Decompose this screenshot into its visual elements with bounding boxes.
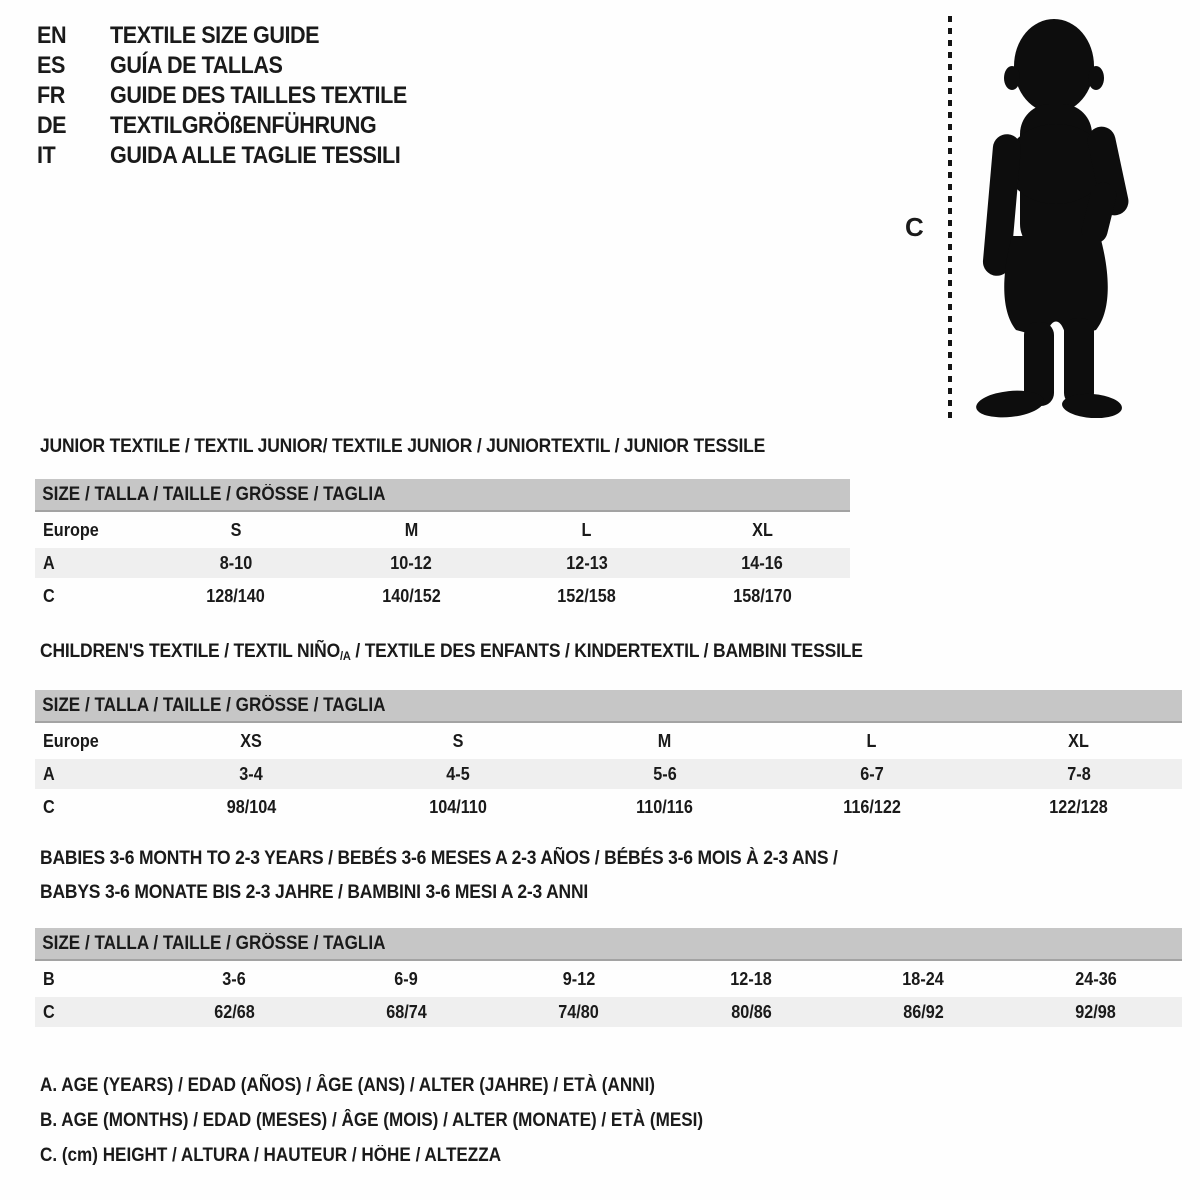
lang-code: DE	[37, 112, 67, 139]
cell: M	[658, 730, 672, 751]
legend-line-a: A. AGE (YEARS) / EDAD (AÑOS) / ÂGE (ANS) / ALTER (JAHRE) / ETÀ (ANNI)	[40, 1074, 655, 1096]
cell: M	[404, 519, 418, 540]
cell: XL	[751, 519, 773, 540]
babies-section-heading-line2: BABYS 3-6 MONATE BIS 2-3 JAHRE / BAMBINI 3-6 MESI A 2-3 ANNI	[40, 882, 589, 903]
row-label: A	[43, 552, 55, 573]
cell: 12-18	[730, 968, 772, 989]
table-row-age-years	[35, 759, 1182, 789]
table-row-height	[35, 581, 850, 611]
cell: 104/110	[429, 796, 488, 817]
table-row-height	[35, 997, 1182, 1027]
cell: 3-4	[239, 763, 264, 784]
lang-code: EN	[37, 22, 67, 49]
children-heading-subscript: /A	[339, 649, 351, 663]
junior-size-table	[35, 479, 850, 611]
table-row-height	[35, 792, 1182, 822]
lang-title: TEXTILE SIZE GUIDE	[110, 22, 320, 49]
cell: 9-12	[562, 968, 596, 989]
cell: 10-12	[390, 552, 432, 573]
cell: 5-6	[653, 763, 677, 784]
lang-title: GUIDE DES TAILLES TEXTILE	[110, 82, 407, 109]
lang-row-es	[37, 51, 440, 81]
cell: 74/80	[558, 1001, 600, 1022]
lang-row-en	[37, 21, 440, 51]
legend-line-b: B. AGE (MONTHS) / EDAD (MESES) / ÂGE (MOIS) / ALTER (MONATE) / ETÀ (MESI)	[40, 1109, 704, 1131]
cell: 14-16	[741, 552, 783, 573]
cell: 68/74	[386, 1001, 427, 1022]
lang-title: GUIDA ALLE TAGLIE TESSILI	[110, 142, 401, 169]
table-row-age-years	[35, 548, 850, 578]
cell: 6-9	[394, 968, 419, 989]
row-label: Europe	[43, 730, 99, 751]
row-label: Europe	[43, 519, 99, 540]
table-row-age-months	[35, 964, 1182, 994]
measure-legend	[40, 1068, 777, 1173]
table-row-europe	[35, 515, 850, 545]
cell: XS	[240, 730, 263, 751]
cell: 80/86	[730, 1001, 772, 1022]
children-section-heading	[40, 641, 863, 663]
junior-section-heading: JUNIOR TEXTILE / TEXTIL JUNIOR/ TEXTILE JUNIOR / JUNIORTEXTIL / JUNIOR TESSILE	[40, 436, 766, 457]
babies-size-header-bar	[35, 928, 1182, 961]
lang-row-de	[37, 111, 440, 141]
cell: 92/98	[1075, 1001, 1117, 1022]
language-title-list	[37, 21, 440, 171]
children-size-table	[35, 690, 1182, 822]
row-label: C	[43, 585, 55, 606]
row-label: A	[43, 763, 55, 784]
cell: 140/152	[381, 585, 441, 606]
cell: 4-5	[446, 763, 470, 784]
lang-code: ES	[37, 52, 65, 79]
table-row-europe	[35, 726, 1182, 756]
toddler-silhouette-icon	[966, 14, 1138, 418]
cell: 128/140	[206, 585, 266, 606]
cell: 8-10	[219, 552, 252, 573]
height-measure-dashed-line	[948, 16, 952, 418]
cell: 86/92	[903, 1001, 944, 1022]
lang-title: TEXTILGRÖßENFÜHRUNG	[110, 112, 377, 139]
cell: L	[581, 519, 592, 540]
size-header-text: SIZE / TALLA / TAILLE / GRÖSSE / TAGLIA	[42, 932, 386, 954]
cell: 6-7	[860, 763, 884, 784]
cell: 152/158	[557, 585, 617, 606]
height-measure-label: C	[905, 212, 924, 242]
junior-size-header-bar	[35, 479, 850, 512]
cell: L	[866, 730, 877, 751]
cell: 7-8	[1066, 763, 1091, 784]
babies-section-heading-line1: BABIES 3-6 MONTH TO 2-3 YEARS / BEBÉS 3-6 MESES A 2-3 AÑOS / BÉBÉS 3-6 MOIS À 2-3 ANS /	[40, 848, 838, 869]
cell: 18-24	[902, 968, 945, 989]
cell: S	[452, 730, 464, 751]
children-heading-start: CHILDREN'S TEXTILE / TEXTIL NIÑO	[40, 641, 340, 662]
cell: 62/68	[213, 1001, 255, 1022]
lang-row-it	[37, 141, 440, 171]
size-header-text: SIZE / TALLA / TAILLE / GRÖSSE / TAGLIA	[42, 694, 386, 716]
cell: S	[230, 519, 242, 540]
cell: 12-13	[566, 552, 608, 573]
cell: 3-6	[222, 968, 246, 989]
babies-size-table	[35, 928, 1182, 1027]
children-size-header-bar	[35, 690, 1182, 723]
row-label: C	[43, 796, 55, 817]
cell: XL	[1068, 730, 1089, 751]
row-label: C	[43, 1001, 55, 1022]
lang-title: GUÍA DE TALLAS	[110, 52, 283, 79]
cell: 158/170	[732, 585, 792, 606]
children-heading-end: / TEXTILE DES ENFANTS / KINDERTEXTIL / BAMBINI TESSILE	[350, 641, 863, 662]
cell: 122/128	[1049, 796, 1108, 817]
row-label: B	[43, 968, 55, 989]
lang-code: FR	[37, 82, 65, 109]
cell: 110/116	[636, 796, 694, 817]
cell: 98/104	[226, 796, 277, 817]
lang-code: IT	[37, 142, 56, 169]
cell: 24-36	[1075, 968, 1117, 989]
lang-row-fr	[37, 81, 440, 111]
cell: 116/122	[842, 796, 901, 817]
size-header-text: SIZE / TALLA / TAILLE / GRÖSSE / TAGLIA	[42, 483, 386, 505]
legend-line-c: C. (cm) HEIGHT / ALTURA / HAUTEUR / HÖHE / ALTEZZA	[40, 1144, 502, 1166]
